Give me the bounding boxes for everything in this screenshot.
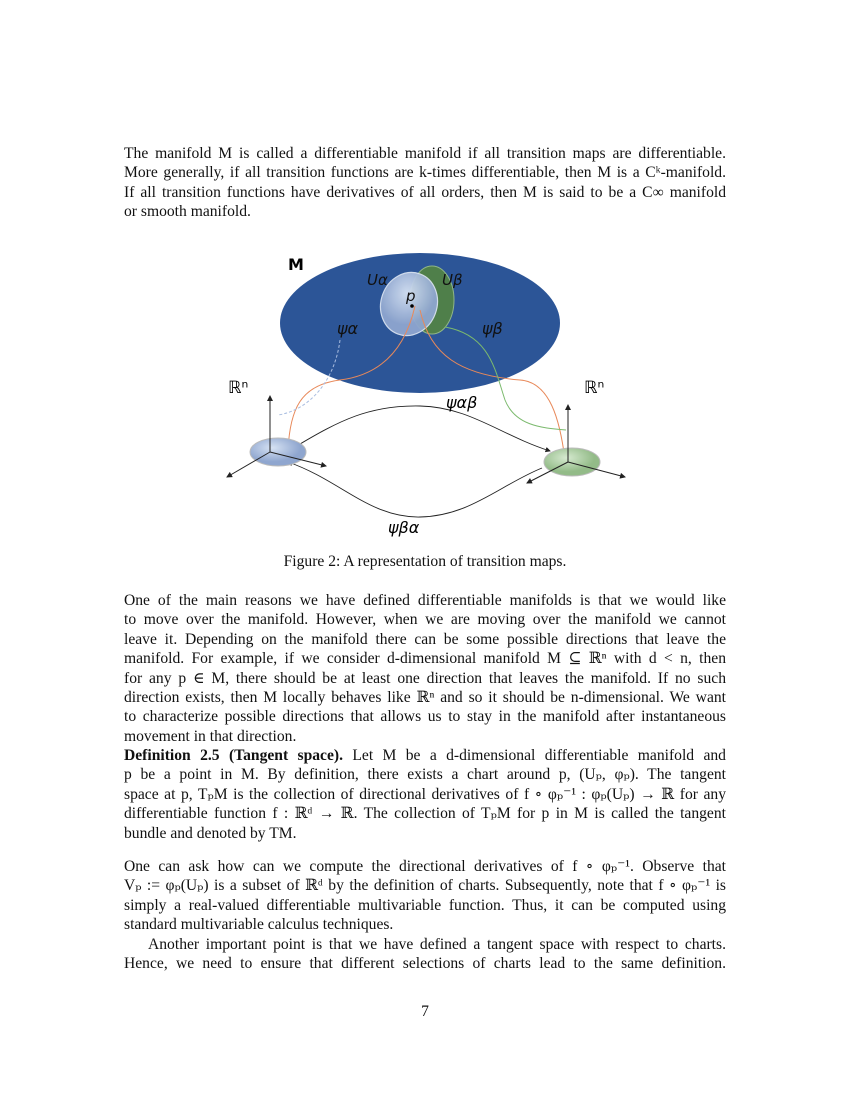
text-line: to characterize possible directions that allows us to stay in the manifold after instantaneous	[124, 708, 726, 726]
text-line: leave it. Depending on the manifold there can be some possible directions that leave the	[124, 630, 726, 648]
figure-caption: Figure 2: A representation of transition maps.	[283, 553, 567, 570]
text-line: Hence, we need to ensure that different selections of charts lead to the same definition.	[124, 955, 726, 973]
chart-disk-right	[544, 448, 600, 476]
text-line: or smooth manifold.	[124, 203, 251, 221]
label-psi-beta: ψβ	[482, 319, 503, 338]
text-line: for any p ∈ M, there should be at least one direction that leaves the manifold. If no such	[124, 669, 726, 687]
chart-disk-left	[250, 438, 306, 466]
text-line: standard multivariable calculus techniques.	[124, 916, 394, 934]
text-line: One can ask how can we compute the directional derivatives of f ∘ φₚ⁻¹. Observe that	[124, 858, 726, 875]
paragraph-differentiable-manifold	[124, 144, 726, 222]
text-line: The manifold M is called a differentiable manifold if all transition maps are differentiable.	[124, 145, 726, 162]
text-line: simply a real-valued differentiable multivariable function. Thus, it can be computed using	[124, 896, 726, 914]
paragraph-motivation	[124, 591, 726, 746]
transition-maps-figure	[220, 240, 640, 540]
label-rn-left: ℝⁿ	[228, 378, 249, 398]
text-line: differentiable function f : ℝᵈ → ℝ. The collection of TₚM for p in M is called the tangent	[124, 805, 726, 823]
label-manifold: M	[288, 255, 304, 274]
text-line: space at p, TₚM is the collection of directional derivatives of f ∘ φₚ⁻¹ : φₚ(Uₚ) → ℝ for any	[124, 785, 726, 803]
text-line: Another important point is that we have defined a tangent space with respect to charts.	[148, 935, 726, 953]
label-u-beta: Uβ	[442, 271, 463, 289]
text-line: movement in that direction.	[124, 727, 297, 745]
text-line: Let M be a d-dimensional differentiable manifold and	[352, 747, 726, 764]
text-line: manifold. For example, if we consider d-dimensional manifold M ⊆ ℝⁿ with d < n, then	[124, 650, 726, 668]
label-psi-alpha: ψα	[337, 319, 359, 338]
text-line: If all transition functions have derivatives of all orders, then M is said to be a C∞ manifold	[124, 183, 726, 201]
text-line: bundle and denoted by TM.	[124, 824, 297, 842]
paragraph-directional-derivatives	[124, 857, 726, 973]
text-line: direction exists, then M locally behaves like ℝⁿ and so it should be n-dimensional. We want	[124, 689, 726, 707]
text-line: to move over the manifold. However, when we are moving over the manifold we cannot	[124, 611, 726, 629]
page-number: 7	[421, 1003, 429, 1020]
text-line: Vₚ := φₚ(Uₚ) is a subset of ℝᵈ by the definition of charts. Subsequently, note that f ∘ φₚ⁻¹ is	[124, 877, 726, 895]
text-line: One of the main reasons we have defined differentiable manifolds is that we would like	[124, 592, 726, 609]
text-line: p be a point in M. By definition, there exists a chart around p, (Uₚ, φₚ). The tangent	[124, 766, 726, 784]
label-psi-alpha-beta: ψαβ	[446, 393, 478, 412]
label-psi-beta-alpha: ψβα	[388, 518, 420, 537]
definition-tangent-space	[124, 746, 726, 843]
label-point-p: p	[406, 287, 416, 305]
definition-heading: Definition 2.5 (Tangent space).	[124, 747, 343, 764]
text-line: More generally, if all transition functions are k-times differentiable, then M is a Cᵏ-manifold.	[124, 164, 726, 182]
label-rn-right: ℝⁿ	[584, 378, 605, 398]
label-u-alpha: Uα	[367, 271, 388, 289]
